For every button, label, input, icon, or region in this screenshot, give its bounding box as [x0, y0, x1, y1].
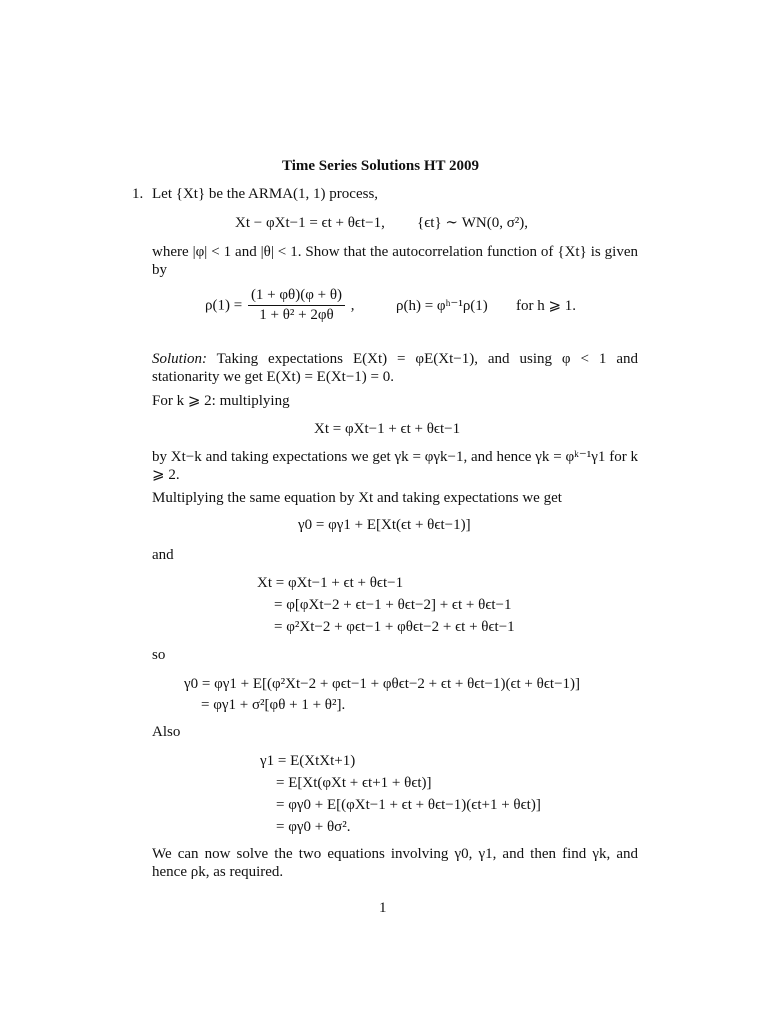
- problem-number: 1.: [132, 186, 144, 202]
- gamma1-line-1: γ1 = E(XtXt+1): [260, 753, 356, 769]
- problem-intro: Let {Xt} be the ARMA(1, 1) process,: [152, 186, 379, 202]
- for-k-text: For k ⩾ 2: multiplying: [152, 393, 290, 409]
- gamma0-line-2: = φγ1 + σ²[φθ + 1 + θ²].: [201, 697, 346, 713]
- expansion-line-2: = φ[φXt−2 + ϵt−1 + θϵt−2] + ϵt + θϵt−1: [274, 597, 512, 613]
- arma-equation: Xt − φXt−1 = ϵt + θϵt−1,: [235, 215, 385, 231]
- closing-text: We can now solve the two equations involving γ0, γ1, and then find γk, and hence ρk, as required.: [152, 846, 638, 880]
- solution-first-paragraph: [152, 350, 638, 386]
- rho1-comma: ,: [350, 297, 355, 314]
- rho1-label: ρ(1) =: [205, 297, 243, 314]
- gamma1-line-4: = φγ0 + θσ².: [276, 819, 351, 835]
- rho1-numerator: (1 + φθ)(φ + θ): [248, 287, 345, 306]
- page-title: Time Series Solutions HT 2009: [282, 158, 479, 174]
- solution-label: Solution:: [152, 351, 207, 367]
- white-noise-equation: {ϵt} ∼ WN(0, σ²),: [417, 215, 529, 231]
- so-text: so: [152, 647, 166, 663]
- solution-first-text: Taking expectations E(Xt) = φE(Xt−1), and using φ < 1 and stationarity we get E(Xt) = E(Xt−1) = 0.: [152, 351, 638, 385]
- page-number: 1: [379, 900, 387, 916]
- multiplying-text: Multiplying the same equation by Xt and taking expectations we get: [152, 490, 562, 506]
- rhoh-condition: for h ⩾ 1.: [516, 298, 577, 314]
- rho1-formula: [205, 287, 355, 324]
- by-text: by Xt−k and taking expectations we get γk = φγk−1, and hence γk = φᵏ⁻¹γ1 for k ⩾ 2.: [152, 449, 638, 483]
- gamma0-equation: γ0 = φγ1 + E[Xt(ϵt + θϵt−1)]: [298, 517, 471, 533]
- expansion-line-1: Xt = φXt−1 + ϵt + θϵt−1: [257, 575, 404, 591]
- also-text: Also: [152, 724, 181, 740]
- and-text: and: [152, 547, 174, 563]
- gamma1-line-2: = E[Xt(φXt + ϵt+1 + θϵt)]: [276, 775, 432, 791]
- recursion-equation: Xt = φXt−1 + ϵt + θϵt−1: [314, 421, 461, 437]
- rho1-fraction: [248, 287, 345, 324]
- gamma1-line-3: = φγ0 + E[(φXt−1 + ϵt + θϵt−1)(ϵt+1 + θϵt)]: [276, 797, 541, 813]
- expansion-line-3: = φ²Xt−2 + φϵt−1 + φθϵt−2 + ϵt + θϵt−1: [274, 619, 515, 635]
- gamma0-line-1: γ0 = φγ1 + E[(φ²Xt−2 + φϵt−1 + φθϵt−2 + ϵt + θϵt−1)(ϵt + θϵt−1)]: [184, 676, 581, 692]
- problem-condition: where |φ| < 1 and |θ| < 1. Show that the autocorrelation function of {Xt} is given by: [152, 244, 638, 278]
- rho1-denominator: 1 + θ² + 2φθ: [259, 307, 334, 323]
- rhoh-formula: ρ(h) = φʰ⁻¹ρ(1): [396, 298, 488, 314]
